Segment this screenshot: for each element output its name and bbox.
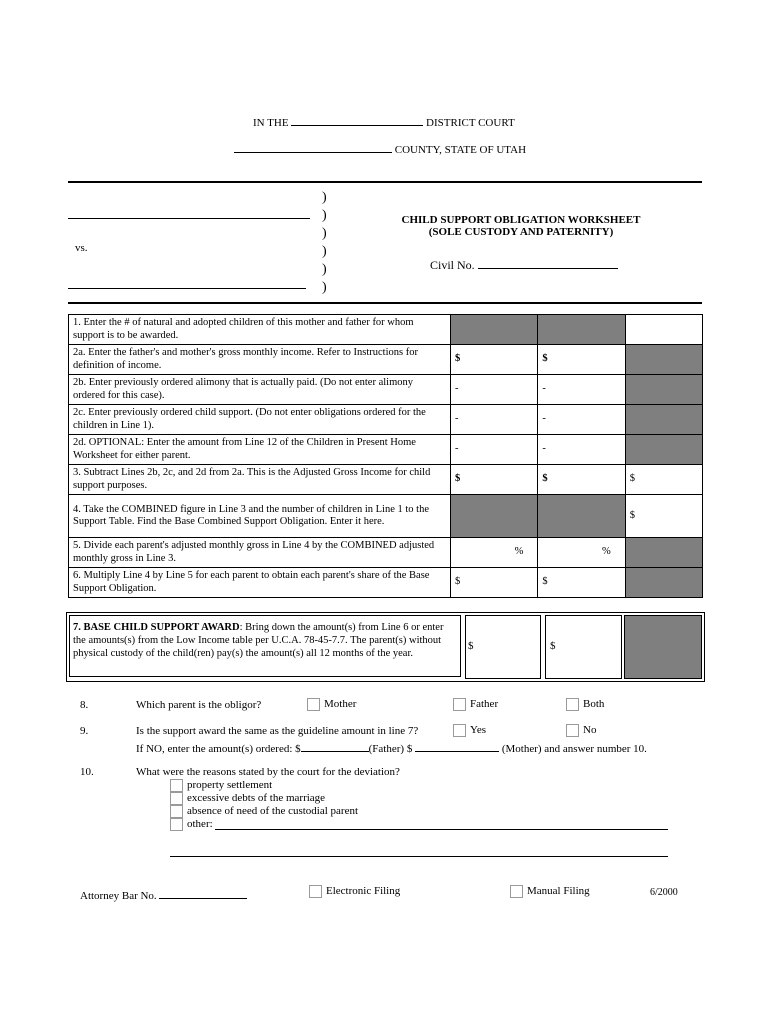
- mother-cell: [538, 315, 625, 345]
- q8-number: 8.: [80, 699, 89, 711]
- q9-mother-label: (Mother) and answer number 10.: [501, 743, 647, 755]
- q9-text: Is the support award the same as the guideline amount in line 7?: [136, 725, 419, 737]
- title-line-1: CHILD SUPPORT OBLIGATION WORKSHEET: [401, 214, 641, 226]
- reason-property[interactable]: [170, 779, 272, 792]
- checkbox[interactable]: [170, 792, 183, 805]
- combined-cell[interactable]: $: [625, 495, 702, 538]
- checkbox[interactable]: [566, 698, 579, 711]
- civil-no-blank[interactable]: [478, 256, 618, 269]
- bar-no-blank[interactable]: [159, 886, 247, 899]
- q9-amount-line: [136, 739, 647, 755]
- petitioner-name-line[interactable]: [68, 218, 310, 219]
- worksheet-table: [68, 314, 703, 598]
- q8-mother-label: Mother: [324, 698, 357, 711]
- reason-label: excessive debts of the marriage: [187, 792, 326, 805]
- county-suffix: COUNTY, STATE OF UTAH: [394, 144, 527, 156]
- paren-5: ): [322, 262, 327, 277]
- reason-other[interactable]: [170, 818, 213, 831]
- civil-no-label: Civil No.: [430, 258, 475, 272]
- table-row: [69, 315, 703, 345]
- checkbox[interactable]: [453, 724, 466, 737]
- q9-option-no[interactable]: [566, 724, 596, 737]
- vs-label: vs.: [75, 242, 88, 254]
- combined-cell: [625, 568, 702, 598]
- q9-yes-label: Yes: [470, 724, 487, 737]
- q8-option-mother[interactable]: [307, 698, 356, 711]
- table-row: [69, 405, 703, 435]
- q9-number: 9.: [80, 725, 89, 737]
- mother-cell[interactable]: -: [538, 435, 625, 465]
- father-cell[interactable]: $: [451, 568, 538, 598]
- county-name-blank[interactable]: [234, 140, 392, 153]
- electronic-filing-option[interactable]: [309, 885, 400, 898]
- q10-number: 10.: [80, 766, 94, 778]
- father-cell[interactable]: -: [451, 375, 538, 405]
- checkbox[interactable]: [566, 724, 579, 737]
- q9-option-yes[interactable]: [453, 724, 486, 737]
- worksheet-title: [380, 214, 662, 238]
- paren-4: ): [322, 244, 327, 259]
- row-label: 2b. Enter previously ordered alimony that is actually paid. (Do not enter alimony ordered for this case).: [69, 375, 451, 405]
- row-label: 2a. Enter the father's and mother's gross monthly income. Refer to Instructions for definition of income.: [69, 345, 451, 375]
- award-mother-dollar: $: [550, 640, 556, 652]
- father-cell[interactable]: $: [451, 465, 538, 495]
- paren-2: ): [322, 208, 327, 223]
- manual-filing-option[interactable]: [510, 885, 590, 898]
- q8-option-both[interactable]: [566, 698, 604, 711]
- table-row: [69, 345, 703, 375]
- mother-cell: [538, 495, 625, 538]
- checkbox[interactable]: [307, 698, 320, 711]
- award-label-text: : Bring down the amount(s) from Line 6 or enter the amounts(s) from the Low Income table per U.C.A. 78-45-7.7. The parent(s) without physical custody of the child(ren) pay(s) the amount(s) all 12 months of the year.: [73, 622, 444, 659]
- father-cell[interactable]: -: [451, 405, 538, 435]
- q8-both-label: Both: [583, 698, 605, 711]
- table-row: [69, 538, 703, 568]
- court-line: [253, 113, 515, 129]
- court-name-blank[interactable]: [291, 113, 423, 126]
- reason-label: other:: [187, 818, 213, 831]
- bar-no-line: [80, 886, 247, 902]
- paren-1: ): [322, 190, 327, 205]
- combined-cell: [625, 538, 702, 568]
- father-cell[interactable]: $: [451, 345, 538, 375]
- paren-6: ): [322, 280, 327, 295]
- paren-3: ): [322, 226, 327, 241]
- father-cell: [451, 315, 538, 345]
- reason-label: absence of need of the custodial parent: [187, 805, 359, 818]
- father-cell[interactable]: %: [451, 538, 538, 568]
- reason-absence[interactable]: [170, 805, 358, 818]
- caption-bottom-rule: [68, 302, 702, 304]
- caption-top-rule: [68, 181, 702, 183]
- mother-cell[interactable]: $: [538, 345, 625, 375]
- q8-option-father[interactable]: [453, 698, 498, 711]
- row-label: 5. Divide each parent's adjusted monthly gross in Line 4 by the COMBINED adjusted monthly gross in Line 3.: [69, 538, 451, 568]
- checkbox[interactable]: [510, 885, 523, 898]
- mother-cell[interactable]: $: [538, 568, 625, 598]
- mother-cell[interactable]: -: [538, 405, 625, 435]
- father-amount-blank[interactable]: [301, 739, 369, 752]
- mother-cell[interactable]: %: [538, 538, 625, 568]
- award-mother-cell[interactable]: [545, 615, 622, 679]
- checkbox[interactable]: [453, 698, 466, 711]
- bar-no-label: Attorney Bar No.: [80, 890, 157, 902]
- award-father-cell[interactable]: [465, 615, 541, 679]
- award-label-bold: 7. BASE CHILD SUPPORT AWARD: [73, 622, 240, 633]
- award-label-cell: [69, 615, 461, 677]
- county-line: [234, 140, 526, 156]
- mother-cell[interactable]: $: [538, 465, 625, 495]
- combined-cell: [625, 345, 702, 375]
- q9-father-label: (Father) $: [368, 743, 413, 755]
- checkbox[interactable]: [170, 779, 183, 792]
- base-award-box: [66, 612, 705, 682]
- checkbox[interactable]: [309, 885, 322, 898]
- mother-cell[interactable]: -: [538, 375, 625, 405]
- q10-text: What were the reasons stated by the court for the deviation?: [136, 766, 400, 778]
- other-reason-line[interactable]: [215, 829, 668, 830]
- form-date: 6/2000: [650, 887, 678, 898]
- civil-no-line: [430, 256, 618, 273]
- row-label: 6. Multiply Line 4 by Line 5 for each parent to obtain each parent's share of the Base Support Obligation.: [69, 568, 451, 598]
- checkbox[interactable]: [170, 818, 183, 831]
- table-row: [69, 465, 703, 495]
- mother-amount-blank[interactable]: [415, 739, 499, 752]
- q9-no-label: No: [583, 724, 597, 737]
- row-label: 4. Take the COMBINED figure in Line 3 and the number of children in Line 1 to the Support Table. Find the Base Combined Support Obligation. Enter it here.: [69, 495, 451, 538]
- reason-label: property settlement: [187, 779, 273, 792]
- checkbox[interactable]: [170, 805, 183, 818]
- father-cell[interactable]: -: [451, 435, 538, 465]
- row-label: 1. Enter the # of natural and adopted children of this mother and father for whom support is to be awarded.: [69, 315, 451, 345]
- combined-cell: [625, 375, 702, 405]
- row-label: 3. Subtract Lines 2b, 2c, and 2d from 2a. This is the Adjusted Gross Income for child support purposes.: [69, 465, 451, 495]
- award-father-dollar: $: [468, 640, 474, 652]
- manual-filing-label: Manual Filing: [527, 885, 590, 898]
- award-combined-cell: [624, 615, 702, 679]
- extra-reason-line[interactable]: [170, 856, 668, 857]
- q8-father-label: Father: [470, 698, 499, 711]
- combined-cell[interactable]: [625, 315, 702, 345]
- court-suffix: DISTRICT COURT: [426, 117, 515, 129]
- title-line-2: (SOLE CUSTODY AND PATERNITY): [428, 226, 614, 238]
- row-label: 2d. OPTIONAL: Enter the amount from Line 12 of the Children in Present Home Worksheet for either parent.: [69, 435, 451, 465]
- q8-text: Which parent is the obligor?: [136, 699, 262, 711]
- combined-cell[interactable]: $: [625, 465, 702, 495]
- table-row: [69, 435, 703, 465]
- row-label: 2c. Enter previously ordered child support. (Do not enter obligations ordered for the children in Line 1).: [69, 405, 451, 435]
- table-row: [69, 568, 703, 598]
- respondent-name-line[interactable]: [68, 288, 306, 289]
- table-row: [69, 495, 703, 538]
- combined-cell: [625, 405, 702, 435]
- father-cell: [451, 495, 538, 538]
- court-prefix: IN THE: [253, 117, 289, 129]
- combined-cell: [625, 435, 702, 465]
- table-row: [69, 375, 703, 405]
- q9-amount-prefix: If NO, enter the amount(s) ordered: $: [136, 743, 301, 755]
- electronic-filing-label: Electronic Filing: [326, 885, 401, 898]
- reason-debts[interactable]: [170, 792, 325, 805]
